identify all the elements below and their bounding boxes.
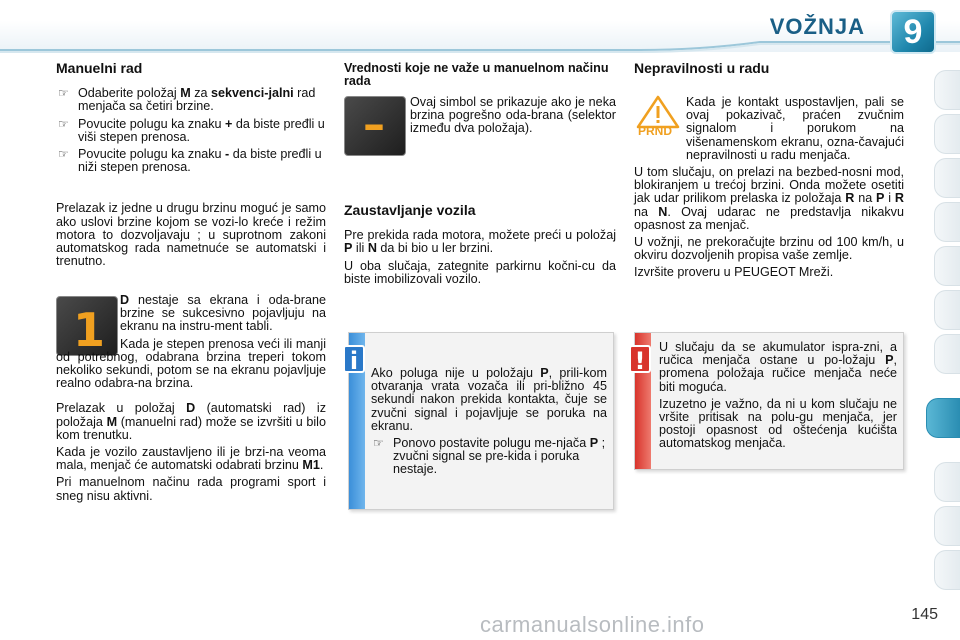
paragraph: Izuzetno je važno, da ni u kom slučaju ne vršite pritisak na polu-gu menjača, jer postoji opasnost od oštećenja kućišta automatskog menjača. [659, 396, 897, 451]
paragraph: Ako poluga nije u položaju P, prili-kom otvaranja vrata vozača ili pri-bližno 45 sekundi nakon prekida kontakta, čuje se zvučni signal i pojavljuje se poruka na ekranu. [371, 366, 607, 433]
side-tab[interactable] [934, 114, 960, 154]
exclamation-icon: ! [629, 345, 651, 373]
paragraph: U slučaju da se akumulator ispra-zni, a ručica menjača ostane u po-ložaju P, promena položaja ručice menjača neće biti moguća. [659, 340, 897, 394]
side-tab[interactable] [934, 158, 960, 198]
paragraph: Pre prekida rada motora, možete preći u položaj P ili N da bi bio u ler brzini. [344, 228, 616, 256]
subsection-title: Vrednosti koje ne važe u manuelnom načinu rada [344, 61, 609, 89]
paragraph: Kada je vozilo zaustavljeno ili je brzi-na veoma mala, menjač će automatski odabrati brzinu M1. [56, 445, 326, 473]
side-tab[interactable] [934, 334, 960, 374]
chapter-title: VOŽNJA [769, 14, 865, 39]
paragraph: Ovaj simbol se prikazuje ako je neka brzina pogrešno oda-brana (selektor između dva položaja). [410, 95, 616, 136]
side-tab[interactable] [934, 70, 960, 110]
info-icon: i [343, 345, 365, 373]
page-number: 145 [911, 606, 938, 623]
section-title: Manuelni rad [56, 60, 143, 76]
column-manual-mode [56, 62, 326, 272]
side-tab[interactable] [934, 550, 960, 590]
warning-note-box [634, 332, 904, 470]
paragraph: U vožnji, ne prekoračujte brzinu od 100 km/h, u okviru dozvoljenih propisa vaše zemlje. [634, 235, 904, 263]
side-tab-active[interactable] [926, 398, 960, 438]
section-title: Zaustavljanje vozila [344, 202, 476, 218]
column-malfunctions [634, 62, 904, 87]
pointing-hand-icon: ☞ [373, 436, 384, 451]
pointing-hand-icon: ☞ [58, 116, 69, 131]
prnd-label: PRND [638, 124, 673, 138]
column-manual-mode-cont [56, 294, 326, 507]
dash-symbol: – [363, 99, 385, 150]
info-note-box [348, 332, 614, 510]
icon-description [410, 96, 616, 140]
warning-text [659, 341, 897, 455]
bullet-item: ☞ Povucite polugu ka znaku + da biste pređli u viši stepen prenosa. [58, 116, 325, 144]
side-tab[interactable] [934, 202, 960, 242]
pointing-hand-icon: ☞ [58, 147, 69, 162]
pointing-hand-icon: ☞ [58, 86, 69, 101]
side-tab[interactable] [934, 462, 960, 502]
header-swoosh [0, 40, 960, 54]
gear-error-icon [344, 96, 406, 156]
section-title: Nepravilnosti u radu [634, 60, 770, 76]
paragraph: D nestaje sa ekrana i oda-brane brzine se sukcesivno pojavljuju na ekranu na instru-ment tabli. [120, 293, 326, 334]
bullet-item: ☞ Ponovo postavite polugu me-njača P ; zvučni signal se pre-kida i poruka nestaje. [373, 436, 606, 477]
column-malfunctions-text [634, 96, 904, 284]
chapter-side-tabs [932, 70, 960, 580]
paragraph: Kada je kontakt uspostavljen, pali se ovaj pokazivač, praćen zvučnim signalom i porukom na višenamenskom ekranu, ozna-čavajući nepravilnosti u radu menjača. [686, 95, 904, 162]
side-tab[interactable] [934, 506, 960, 546]
column-stopping [344, 204, 616, 290]
watermark: carmanualsonline.info [480, 612, 705, 637]
paragraph: Kada je stepen prenosa veći ili manji od potrebnog, odabrana brzina treperi tokom nekoliko sekundi, potom se na ekranu pojavljuje realno odabra-na brzina. [56, 336, 326, 391]
paragraph: Prelazak u položaj D (automatski rad) iz položaja M (manuelni rad) može se izvršiti u bilo kom trenutku. [56, 401, 326, 442]
chapter-number-badge: 9 [890, 10, 936, 54]
gear-digit: 1 [73, 303, 106, 357]
bullet-item: ☞ Povucite polugu ka znaku - da biste pređli u niži stepen prenosa. [58, 147, 322, 175]
paragraph: U tom slučaju, on prelazi na bezbed-nosni mod, blokiranjem u trećoj brzini. Onda možete osetiti jak udar prilikom prelaska iz položaja R na P i R na N. Ovaj udarac ne predstavlja nikakvu opasnost za menjač. [634, 165, 905, 232]
side-tab[interactable] [934, 290, 960, 330]
side-tab[interactable] [934, 246, 960, 286]
paragraph: Prelazak iz jedne u drugu brzinu moguć je samo ako uslovi brzine kojom se vozi-lo kreće i režim motora to dozvoljavaju ; u suprotnom zakoni automatskog rada nametnuće se automatski i trenutno. [56, 201, 326, 269]
paragraph: Pri manuelnom načinu rada programi sport i sneg nisu aktivni. [56, 475, 326, 503]
paragraph: Izvršite proveru u PEUGEOT Mreži. [634, 265, 834, 280]
paragraph: U oba slučaja, zategnite parkirnu kočni-cu da biste imobilizovali vozilo. [344, 258, 616, 286]
bullet-item: ☞ Odaberite položaj M za sekvenci-jalni rad menjača sa četiri brzine. [58, 86, 316, 114]
info-text [371, 367, 607, 481]
